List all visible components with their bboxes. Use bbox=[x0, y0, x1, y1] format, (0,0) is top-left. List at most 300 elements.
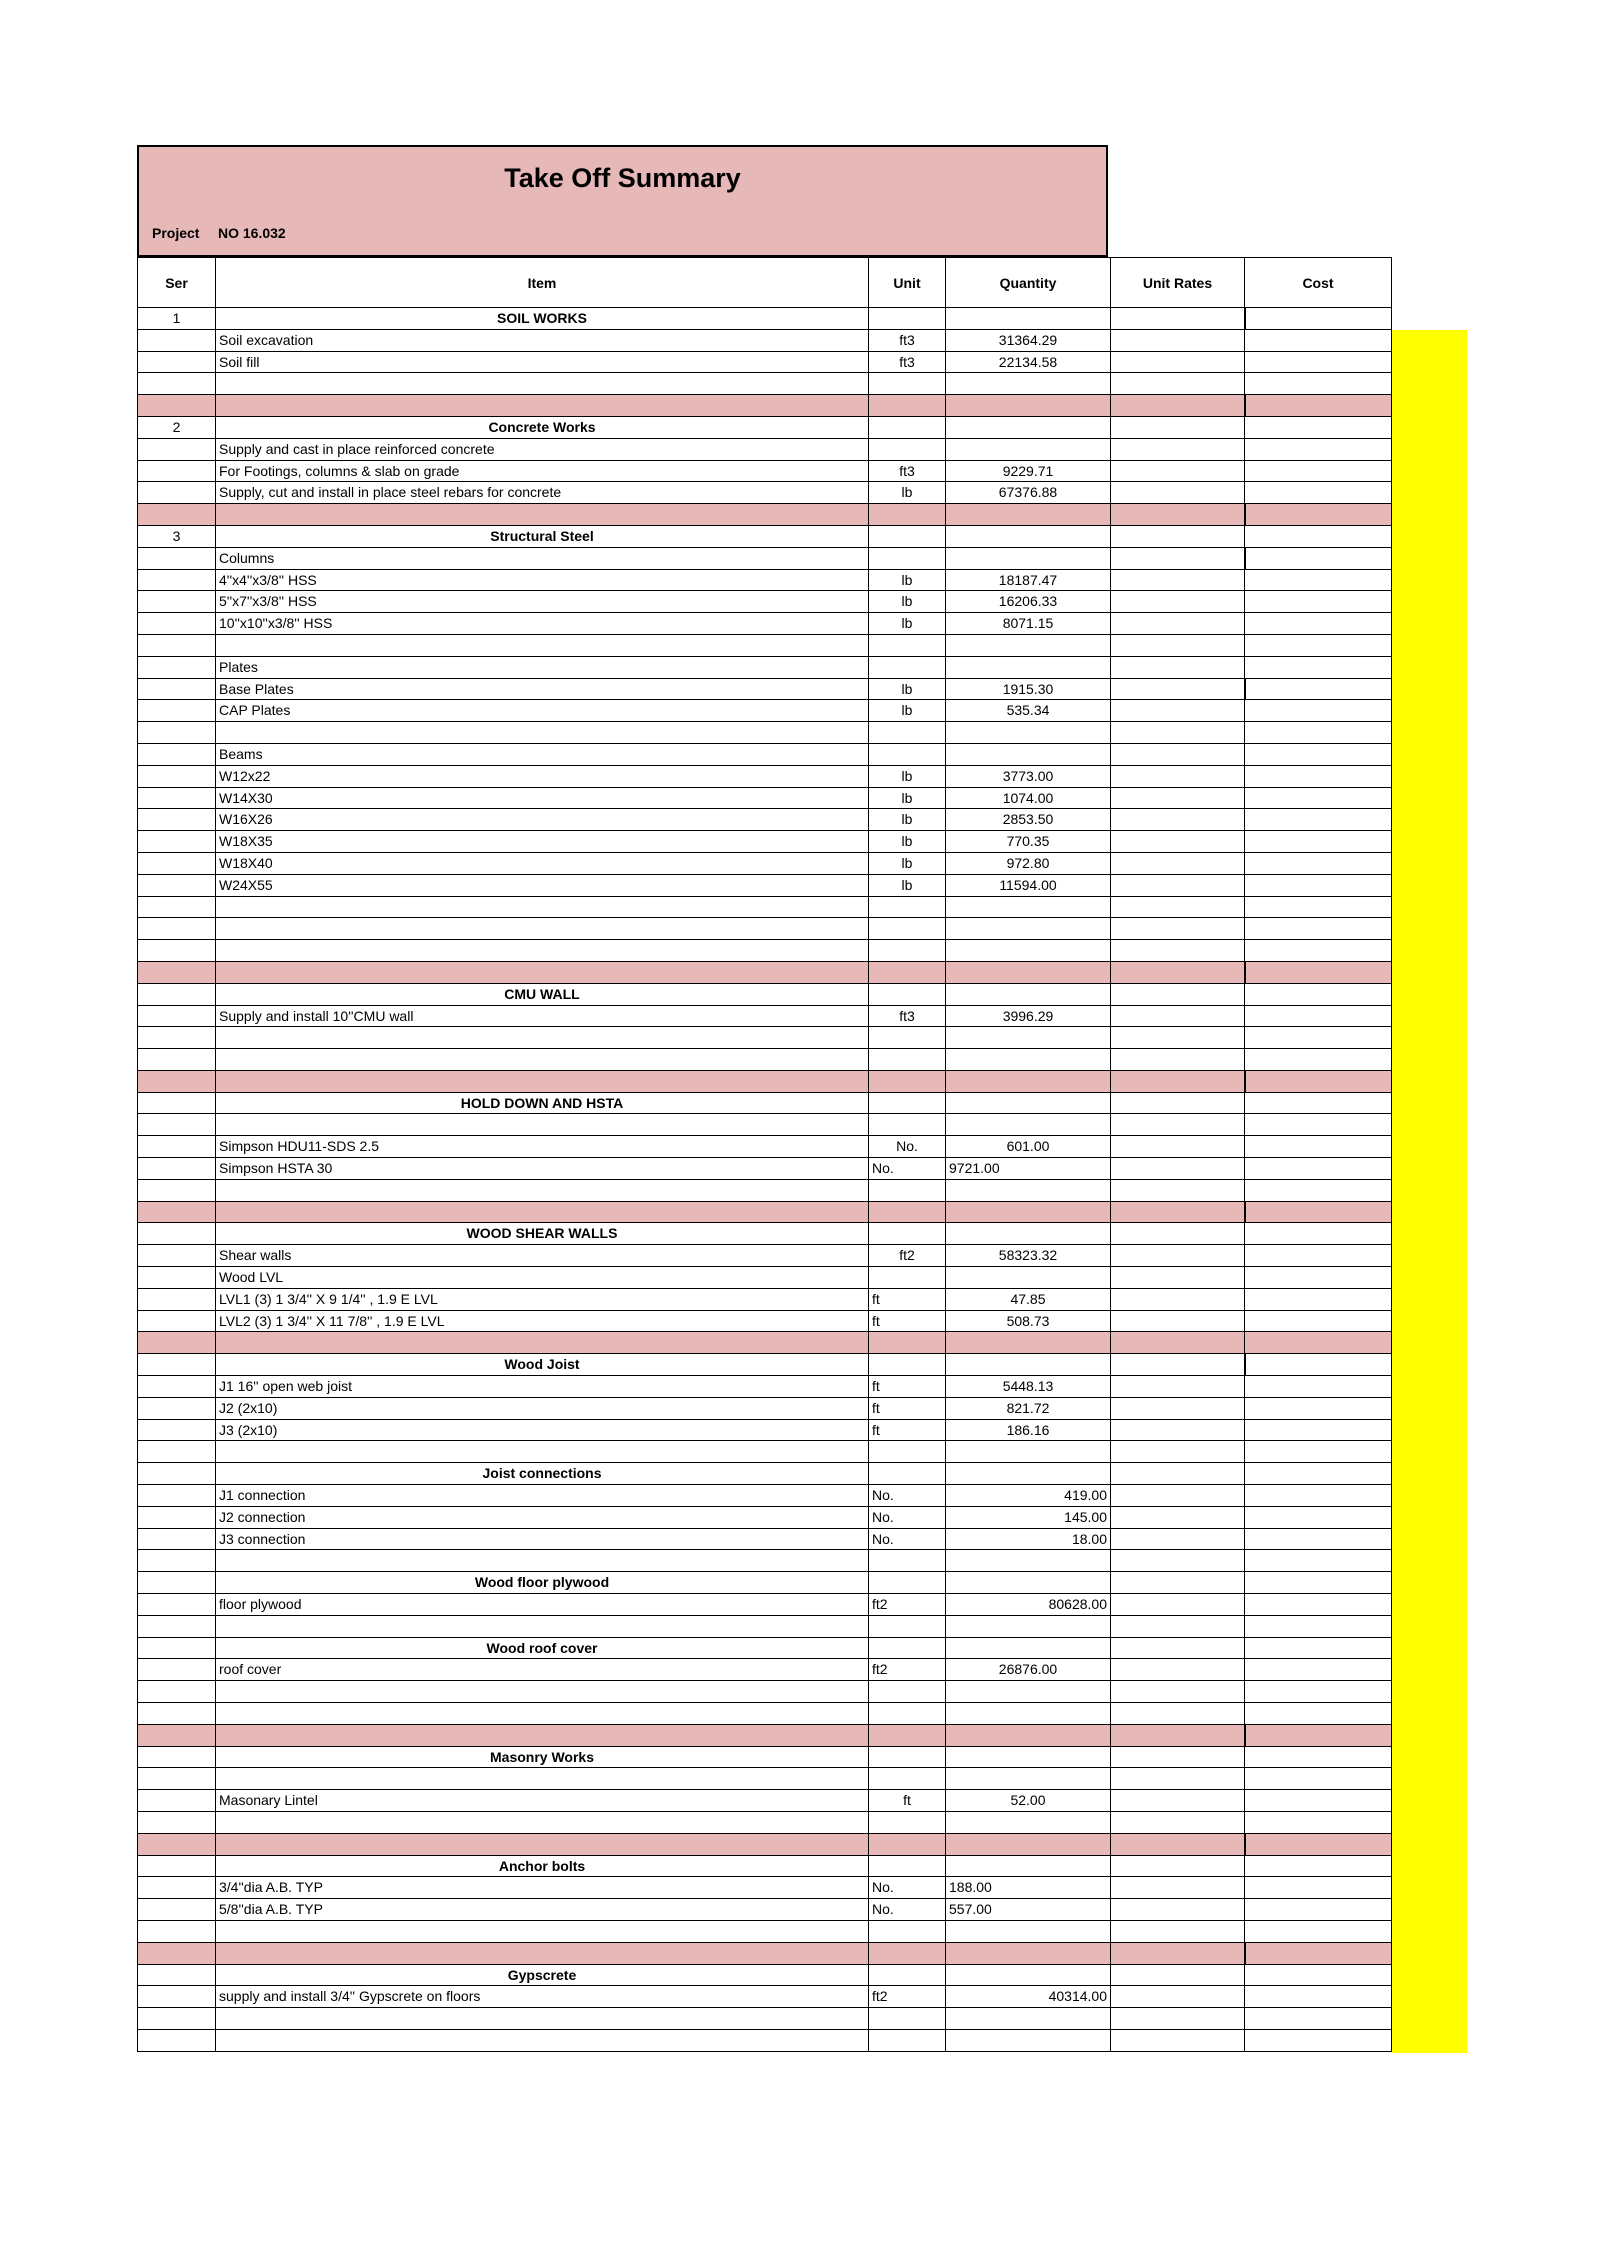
cell-cost[interactable] bbox=[1244, 853, 1392, 874]
cell-unit-rate[interactable] bbox=[1110, 1965, 1244, 1986]
cell-unit[interactable] bbox=[868, 1180, 945, 1201]
cell-unit[interactable] bbox=[868, 373, 945, 394]
cell-unit[interactable]: ft3 bbox=[868, 330, 945, 351]
cell-quantity[interactable]: 557.00 bbox=[945, 1899, 1110, 1920]
cell-item[interactable] bbox=[215, 1114, 868, 1135]
cell-unit-rate[interactable] bbox=[1110, 1441, 1244, 1462]
cell-ser[interactable] bbox=[137, 1136, 215, 1157]
cell-item[interactable]: J1 connection bbox=[215, 1485, 868, 1506]
cell-quantity[interactable] bbox=[945, 1812, 1110, 1833]
cell-cost[interactable] bbox=[1244, 352, 1392, 373]
cell-item[interactable]: Simpson HSTA 30 bbox=[215, 1158, 868, 1179]
cell-unit[interactable] bbox=[868, 1093, 945, 1114]
cell-unit[interactable] bbox=[868, 504, 945, 525]
cell-cost[interactable] bbox=[1244, 1616, 1392, 1637]
cell-quantity[interactable] bbox=[945, 657, 1110, 678]
cell-item[interactable] bbox=[215, 1703, 868, 1724]
cell-ser[interactable] bbox=[137, 1289, 215, 1310]
cell-ser[interactable] bbox=[137, 1332, 215, 1353]
cell-ser[interactable] bbox=[137, 352, 215, 373]
cell-unit-rate[interactable] bbox=[1110, 1812, 1244, 1833]
cell-unit-rate[interactable] bbox=[1110, 788, 1244, 809]
cell-quantity[interactable]: 508.73 bbox=[945, 1311, 1110, 1332]
cell-ser[interactable] bbox=[137, 1572, 215, 1593]
cell-unit[interactable]: No. bbox=[868, 1158, 945, 1179]
cell-unit-rate[interactable] bbox=[1110, 744, 1244, 765]
cell-quantity[interactable] bbox=[945, 1071, 1110, 1092]
cell-ser[interactable] bbox=[137, 1725, 215, 1746]
cell-quantity[interactable] bbox=[945, 635, 1110, 656]
cell-quantity[interactable] bbox=[945, 548, 1110, 569]
cell-quantity[interactable] bbox=[945, 1834, 1110, 1855]
cell-cost[interactable] bbox=[1244, 897, 1392, 918]
cell-cost[interactable] bbox=[1244, 1289, 1392, 1310]
cell-quantity[interactable] bbox=[945, 2008, 1110, 2029]
cell-quantity[interactable] bbox=[945, 918, 1110, 939]
cell-unit[interactable] bbox=[868, 2008, 945, 2029]
cell-cost[interactable] bbox=[1244, 1768, 1392, 1789]
cell-ser[interactable] bbox=[137, 875, 215, 896]
cell-unit-rate[interactable] bbox=[1110, 1507, 1244, 1528]
cell-cost[interactable] bbox=[1244, 526, 1392, 547]
cell-unit[interactable] bbox=[868, 1223, 945, 1244]
cell-unit[interactable] bbox=[868, 439, 945, 460]
cell-unit[interactable] bbox=[868, 2030, 945, 2051]
cell-item[interactable] bbox=[215, 504, 868, 525]
cell-unit[interactable]: lb bbox=[868, 831, 945, 852]
cell-unit-rate[interactable] bbox=[1110, 918, 1244, 939]
section-heading[interactable]: Wood Joist bbox=[215, 1354, 868, 1375]
cell-cost[interactable] bbox=[1244, 657, 1392, 678]
cell-item[interactable]: Shear walls bbox=[215, 1245, 868, 1266]
cell-item[interactable] bbox=[215, 722, 868, 743]
cell-ser[interactable] bbox=[137, 1812, 215, 1833]
cell-unit-rate[interactable] bbox=[1110, 1790, 1244, 1811]
cell-quantity[interactable]: 80628.00 bbox=[945, 1594, 1110, 1615]
cell-quantity[interactable]: 26876.00 bbox=[945, 1659, 1110, 1680]
cell-unit-rate[interactable] bbox=[1110, 962, 1244, 983]
cell-ser[interactable] bbox=[137, 1006, 215, 1027]
cell-cost[interactable] bbox=[1244, 1725, 1392, 1746]
cell-item[interactable] bbox=[215, 1071, 868, 1092]
cell-unit-rate[interactable] bbox=[1110, 1376, 1244, 1397]
section-heading[interactable]: SOIL WORKS bbox=[215, 308, 868, 329]
cell-cost[interactable] bbox=[1244, 2008, 1392, 2029]
cell-cost[interactable] bbox=[1244, 570, 1392, 591]
cell-unit-rate[interactable] bbox=[1110, 352, 1244, 373]
cell-cost[interactable] bbox=[1244, 1485, 1392, 1506]
cell-quantity[interactable]: 770.35 bbox=[945, 831, 1110, 852]
cell-unit-rate[interactable] bbox=[1110, 1659, 1244, 1680]
cell-item[interactable]: Base Plates bbox=[215, 679, 868, 700]
cell-unit[interactable] bbox=[868, 744, 945, 765]
cell-cost[interactable] bbox=[1244, 1180, 1392, 1201]
cell-ser[interactable] bbox=[137, 744, 215, 765]
cell-item[interactable]: 3/4''dia A.B. TYP bbox=[215, 1877, 868, 1898]
cell-unit-rate[interactable] bbox=[1110, 831, 1244, 852]
cell-item[interactable]: roof cover bbox=[215, 1659, 868, 1680]
cell-cost[interactable] bbox=[1244, 1529, 1392, 1550]
cell-ser[interactable] bbox=[137, 1420, 215, 1441]
cell-item[interactable] bbox=[215, 1921, 868, 1942]
cell-cost[interactable] bbox=[1244, 1507, 1392, 1528]
cell-quantity[interactable]: 22134.58 bbox=[945, 352, 1110, 373]
cell-quantity[interactable] bbox=[945, 1027, 1110, 1048]
cell-ser[interactable] bbox=[137, 657, 215, 678]
cell-unit-rate[interactable] bbox=[1110, 1463, 1244, 1484]
cell-ser[interactable] bbox=[137, 766, 215, 787]
cell-cost[interactable] bbox=[1244, 439, 1392, 460]
cell-unit[interactable] bbox=[868, 962, 945, 983]
cell-cost[interactable] bbox=[1244, 1441, 1392, 1462]
cell-quantity[interactable]: 2853.50 bbox=[945, 809, 1110, 830]
cell-unit[interactable]: lb bbox=[868, 788, 945, 809]
cell-quantity[interactable]: 9229.71 bbox=[945, 461, 1110, 482]
cell-ser[interactable] bbox=[137, 1267, 215, 1288]
cell-item[interactable]: J1 16'' open web joist bbox=[215, 1376, 868, 1397]
cell-quantity[interactable]: 821.72 bbox=[945, 1398, 1110, 1419]
cell-unit[interactable] bbox=[868, 1768, 945, 1789]
section-heading[interactable]: Concrete Works bbox=[215, 417, 868, 438]
cell-ser[interactable] bbox=[137, 1049, 215, 1070]
cell-ser[interactable] bbox=[137, 984, 215, 1005]
cell-quantity[interactable]: 601.00 bbox=[945, 1136, 1110, 1157]
cell-item[interactable] bbox=[215, 1202, 868, 1223]
cell-item[interactable]: Soil excavation bbox=[215, 330, 868, 351]
cell-item[interactable] bbox=[215, 1027, 868, 1048]
cell-ser[interactable] bbox=[137, 395, 215, 416]
cell-unit-rate[interactable] bbox=[1110, 853, 1244, 874]
cell-unit[interactable] bbox=[868, 1550, 945, 1571]
section-heading[interactable]: Structural Steel bbox=[215, 526, 868, 547]
cell-quantity[interactable] bbox=[945, 1223, 1110, 1244]
cell-unit[interactable]: ft bbox=[868, 1790, 945, 1811]
cell-quantity[interactable]: 58323.32 bbox=[945, 1245, 1110, 1266]
cell-ser[interactable] bbox=[137, 1245, 215, 1266]
cell-item[interactable]: W18X35 bbox=[215, 831, 868, 852]
cell-quantity[interactable]: 67376.88 bbox=[945, 482, 1110, 503]
cell-item[interactable]: W24X55 bbox=[215, 875, 868, 896]
cell-ser[interactable] bbox=[137, 940, 215, 961]
cell-quantity[interactable]: 1915.30 bbox=[945, 679, 1110, 700]
cell-quantity[interactable] bbox=[945, 1681, 1110, 1702]
cell-ser[interactable] bbox=[137, 1529, 215, 1550]
cell-quantity[interactable]: 18.00 bbox=[945, 1529, 1110, 1550]
cell-ser[interactable] bbox=[137, 1223, 215, 1244]
cell-item[interactable] bbox=[215, 1943, 868, 1964]
cell-unit-rate[interactable] bbox=[1110, 1398, 1244, 1419]
cell-unit-rate[interactable] bbox=[1110, 1550, 1244, 1571]
cell-cost[interactable] bbox=[1244, 1071, 1392, 1092]
cell-quantity[interactable] bbox=[945, 526, 1110, 547]
cell-unit-rate[interactable] bbox=[1110, 591, 1244, 612]
cell-unit-rate[interactable] bbox=[1110, 1223, 1244, 1244]
cell-unit[interactable] bbox=[868, 635, 945, 656]
cell-unit[interactable]: No. bbox=[868, 1529, 945, 1550]
cell-item[interactable]: 5''x7''x3/8'' HSS bbox=[215, 591, 868, 612]
cell-item[interactable]: 4''x4''x3/8'' HSS bbox=[215, 570, 868, 591]
cell-cost[interactable] bbox=[1244, 417, 1392, 438]
cell-unit-rate[interactable] bbox=[1110, 482, 1244, 503]
cell-quantity[interactable] bbox=[945, 984, 1110, 1005]
cell-unit[interactable]: lb bbox=[868, 700, 945, 721]
cell-unit[interactable]: ft3 bbox=[868, 352, 945, 373]
cell-unit[interactable] bbox=[868, 1572, 945, 1593]
cell-item[interactable]: Columns bbox=[215, 548, 868, 569]
cell-item[interactable] bbox=[215, 1180, 868, 1201]
cell-unit-rate[interactable] bbox=[1110, 635, 1244, 656]
cell-unit[interactable] bbox=[868, 1943, 945, 1964]
cell-ser[interactable] bbox=[137, 1703, 215, 1724]
cell-ser[interactable] bbox=[137, 1768, 215, 1789]
cell-unit-rate[interactable] bbox=[1110, 1834, 1244, 1855]
cell-quantity[interactable] bbox=[945, 308, 1110, 329]
cell-ser[interactable] bbox=[137, 1856, 215, 1877]
cell-cost[interactable] bbox=[1244, 1747, 1392, 1768]
cell-unit[interactable] bbox=[868, 395, 945, 416]
cell-unit-rate[interactable] bbox=[1110, 417, 1244, 438]
cell-item[interactable]: W14X30 bbox=[215, 788, 868, 809]
cell-unit[interactable]: lb bbox=[868, 570, 945, 591]
cell-ser[interactable] bbox=[137, 1899, 215, 1920]
cell-cost[interactable] bbox=[1244, 1245, 1392, 1266]
cell-quantity[interactable] bbox=[945, 940, 1110, 961]
cell-unit-rate[interactable] bbox=[1110, 395, 1244, 416]
cell-quantity[interactable] bbox=[945, 1747, 1110, 1768]
cell-quantity[interactable] bbox=[945, 1114, 1110, 1135]
cell-ser[interactable] bbox=[137, 1398, 215, 1419]
cell-unit-rate[interactable] bbox=[1110, 570, 1244, 591]
cell-item[interactable]: LVL1 (3) 1 3/4'' X 9 1/4'' , 1.9 E LVL bbox=[215, 1289, 868, 1310]
cell-unit-rate[interactable] bbox=[1110, 1768, 1244, 1789]
cell-quantity[interactable] bbox=[945, 1202, 1110, 1223]
cell-unit[interactable]: No. bbox=[868, 1507, 945, 1528]
cell-cost[interactable] bbox=[1244, 1594, 1392, 1615]
cell-unit-rate[interactable] bbox=[1110, 1071, 1244, 1092]
cell-item[interactable]: LVL2 (3) 1 3/4'' X 11 7/8'' , 1.9 E LVL bbox=[215, 1311, 868, 1332]
cell-unit-rate[interactable] bbox=[1110, 722, 1244, 743]
cell-item[interactable]: Supply, cut and install in place steel rebars for concrete bbox=[215, 482, 868, 503]
cell-ser[interactable] bbox=[137, 853, 215, 874]
cell-ser[interactable] bbox=[137, 1354, 215, 1375]
cell-cost[interactable] bbox=[1244, 591, 1392, 612]
cell-ser[interactable] bbox=[137, 613, 215, 634]
cell-item[interactable]: Simpson HDU11-SDS 2.5 bbox=[215, 1136, 868, 1157]
cell-ser[interactable]: 1 bbox=[137, 308, 215, 329]
cell-quantity[interactable] bbox=[945, 1354, 1110, 1375]
cell-unit[interactable]: ft2 bbox=[868, 1245, 945, 1266]
cell-unit[interactable]: ft bbox=[868, 1311, 945, 1332]
cell-ser[interactable] bbox=[137, 1834, 215, 1855]
cell-quantity[interactable] bbox=[945, 1572, 1110, 1593]
cell-item[interactable]: Plates bbox=[215, 657, 868, 678]
cell-unit-rate[interactable] bbox=[1110, 875, 1244, 896]
cell-cost[interactable] bbox=[1244, 1311, 1392, 1332]
cell-ser[interactable]: 3 bbox=[137, 526, 215, 547]
cell-ser[interactable] bbox=[137, 1616, 215, 1637]
cell-quantity[interactable] bbox=[945, 1550, 1110, 1571]
cell-cost[interactable] bbox=[1244, 918, 1392, 939]
cell-cost[interactable] bbox=[1244, 744, 1392, 765]
cell-unit[interactable]: No. bbox=[868, 1877, 945, 1898]
cell-cost[interactable] bbox=[1244, 1463, 1392, 1484]
cell-unit-rate[interactable] bbox=[1110, 1245, 1244, 1266]
cell-item[interactable] bbox=[215, 1441, 868, 1462]
cell-unit-rate[interactable] bbox=[1110, 1725, 1244, 1746]
cell-item[interactable]: J2 (2x10) bbox=[215, 1398, 868, 1419]
cell-quantity[interactable] bbox=[945, 1725, 1110, 1746]
cell-cost[interactable] bbox=[1244, 875, 1392, 896]
cell-unit[interactable] bbox=[868, 1027, 945, 1048]
cell-cost[interactable] bbox=[1244, 461, 1392, 482]
cell-unit-rate[interactable] bbox=[1110, 330, 1244, 351]
cell-item[interactable] bbox=[215, 395, 868, 416]
cell-cost[interactable] bbox=[1244, 1202, 1392, 1223]
cell-unit-rate[interactable] bbox=[1110, 1420, 1244, 1441]
cell-unit-rate[interactable] bbox=[1110, 526, 1244, 547]
cell-cost[interactable] bbox=[1244, 1790, 1392, 1811]
cell-quantity[interactable] bbox=[945, 1049, 1110, 1070]
cell-unit-rate[interactable] bbox=[1110, 461, 1244, 482]
cell-unit[interactable] bbox=[868, 1638, 945, 1659]
cell-ser[interactable] bbox=[137, 1376, 215, 1397]
cell-ser[interactable] bbox=[137, 788, 215, 809]
cell-unit-rate[interactable] bbox=[1110, 679, 1244, 700]
cell-unit[interactable] bbox=[868, 1812, 945, 1833]
cell-unit[interactable] bbox=[868, 1114, 945, 1135]
cell-unit-rate[interactable] bbox=[1110, 984, 1244, 1005]
cell-ser[interactable] bbox=[137, 1202, 215, 1223]
cell-item[interactable] bbox=[215, 1550, 868, 1571]
cell-quantity[interactable]: 3773.00 bbox=[945, 766, 1110, 787]
cell-cost[interactable] bbox=[1244, 1856, 1392, 1877]
cell-ser[interactable] bbox=[137, 1507, 215, 1528]
section-heading[interactable]: Masonry Works bbox=[215, 1747, 868, 1768]
cell-unit[interactable]: lb bbox=[868, 766, 945, 787]
cell-unit-rate[interactable] bbox=[1110, 1856, 1244, 1877]
cell-unit[interactable] bbox=[868, 1616, 945, 1637]
cell-cost[interactable] bbox=[1244, 831, 1392, 852]
cell-unit[interactable]: No. bbox=[868, 1899, 945, 1920]
cell-ser[interactable] bbox=[137, 1986, 215, 2007]
cell-cost[interactable] bbox=[1244, 1006, 1392, 1027]
section-heading[interactable]: Joist connections bbox=[215, 1463, 868, 1484]
cell-quantity[interactable] bbox=[945, 2030, 1110, 2051]
cell-quantity[interactable]: 31364.29 bbox=[945, 330, 1110, 351]
cell-cost[interactable] bbox=[1244, 1332, 1392, 1353]
cell-unit-rate[interactable] bbox=[1110, 1943, 1244, 1964]
cell-unit-rate[interactable] bbox=[1110, 1114, 1244, 1135]
cell-unit-rate[interactable] bbox=[1110, 1703, 1244, 1724]
cell-ser[interactable] bbox=[137, 1659, 215, 1680]
cell-quantity[interactable] bbox=[945, 897, 1110, 918]
cell-unit[interactable] bbox=[868, 940, 945, 961]
cell-ser[interactable] bbox=[137, 1965, 215, 1986]
cell-quantity[interactable] bbox=[945, 962, 1110, 983]
cell-unit-rate[interactable] bbox=[1110, 1289, 1244, 1310]
cell-unit[interactable] bbox=[868, 1834, 945, 1855]
cell-unit[interactable] bbox=[868, 1921, 945, 1942]
cell-ser[interactable] bbox=[137, 1463, 215, 1484]
cell-unit[interactable] bbox=[868, 984, 945, 1005]
cell-ser[interactable] bbox=[137, 1681, 215, 1702]
cell-ser[interactable] bbox=[137, 1114, 215, 1135]
cell-quantity[interactable]: 3996.29 bbox=[945, 1006, 1110, 1027]
cell-quantity[interactable] bbox=[945, 1921, 1110, 1942]
cell-item[interactable]: supply and install 3/4'' Gypscrete on floors bbox=[215, 1986, 868, 2007]
cell-unit[interactable]: ft bbox=[868, 1398, 945, 1419]
cell-quantity[interactable] bbox=[945, 1441, 1110, 1462]
cell-quantity[interactable] bbox=[945, 504, 1110, 525]
cell-quantity[interactable]: 188.00 bbox=[945, 1877, 1110, 1898]
cell-ser[interactable] bbox=[137, 722, 215, 743]
cell-cost[interactable] bbox=[1244, 504, 1392, 525]
cell-ser[interactable] bbox=[137, 548, 215, 569]
cell-cost[interactable] bbox=[1244, 809, 1392, 830]
cell-cost[interactable] bbox=[1244, 1158, 1392, 1179]
cell-ser[interactable]: 2 bbox=[137, 417, 215, 438]
cell-ser[interactable] bbox=[137, 482, 215, 503]
cell-unit-rate[interactable] bbox=[1110, 2030, 1244, 2051]
cell-unit[interactable]: No. bbox=[868, 1136, 945, 1157]
cell-item[interactable] bbox=[215, 1681, 868, 1702]
cell-unit-rate[interactable] bbox=[1110, 613, 1244, 634]
cell-item[interactable] bbox=[215, 2030, 868, 2051]
cell-cost[interactable] bbox=[1244, 1136, 1392, 1157]
cell-unit-rate[interactable] bbox=[1110, 373, 1244, 394]
cell-quantity[interactable] bbox=[945, 1965, 1110, 1986]
cell-item[interactable]: 5/8''dia A.B. TYP bbox=[215, 1899, 868, 1920]
cell-unit-rate[interactable] bbox=[1110, 1006, 1244, 1027]
cell-unit[interactable] bbox=[868, 722, 945, 743]
cell-ser[interactable] bbox=[137, 1594, 215, 1615]
cell-unit-rate[interactable] bbox=[1110, 700, 1244, 721]
cell-unit-rate[interactable] bbox=[1110, 1027, 1244, 1048]
cell-unit[interactable]: ft3 bbox=[868, 1006, 945, 1027]
cell-unit-rate[interactable] bbox=[1110, 1311, 1244, 1332]
cell-ser[interactable] bbox=[137, 1441, 215, 1462]
cell-ser[interactable] bbox=[137, 635, 215, 656]
cell-item[interactable]: J3 (2x10) bbox=[215, 1420, 868, 1441]
section-heading[interactable]: Wood floor plywood bbox=[215, 1572, 868, 1593]
cell-unit[interactable]: lb bbox=[868, 482, 945, 503]
cell-cost[interactable] bbox=[1244, 984, 1392, 1005]
cell-item[interactable] bbox=[215, 918, 868, 939]
cell-item[interactable]: W16X26 bbox=[215, 809, 868, 830]
cell-unit-rate[interactable] bbox=[1110, 1093, 1244, 1114]
cell-cost[interactable] bbox=[1244, 2030, 1392, 2051]
cell-unit-rate[interactable] bbox=[1110, 1921, 1244, 1942]
cell-unit[interactable] bbox=[868, 918, 945, 939]
cell-item[interactable]: Supply and install 10''CMU wall bbox=[215, 1006, 868, 1027]
cell-cost[interactable] bbox=[1244, 1943, 1392, 1964]
cell-unit[interactable]: lb bbox=[868, 875, 945, 896]
cell-item[interactable] bbox=[215, 1332, 868, 1353]
cell-ser[interactable] bbox=[137, 1747, 215, 1768]
cell-unit[interactable] bbox=[868, 1703, 945, 1724]
cell-item[interactable]: Beams bbox=[215, 744, 868, 765]
cell-unit[interactable] bbox=[868, 1441, 945, 1462]
cell-unit-rate[interactable] bbox=[1110, 1180, 1244, 1201]
cell-unit[interactable] bbox=[868, 1463, 945, 1484]
cell-cost[interactable] bbox=[1244, 482, 1392, 503]
cell-item[interactable]: J3 connection bbox=[215, 1529, 868, 1550]
cell-item[interactable]: 10''x10''x3/8'' HSS bbox=[215, 613, 868, 634]
cell-unit[interactable] bbox=[868, 1681, 945, 1702]
section-heading[interactable]: CMU WALL bbox=[215, 984, 868, 1005]
cell-unit[interactable] bbox=[868, 1354, 945, 1375]
cell-unit-rate[interactable] bbox=[1110, 1158, 1244, 1179]
